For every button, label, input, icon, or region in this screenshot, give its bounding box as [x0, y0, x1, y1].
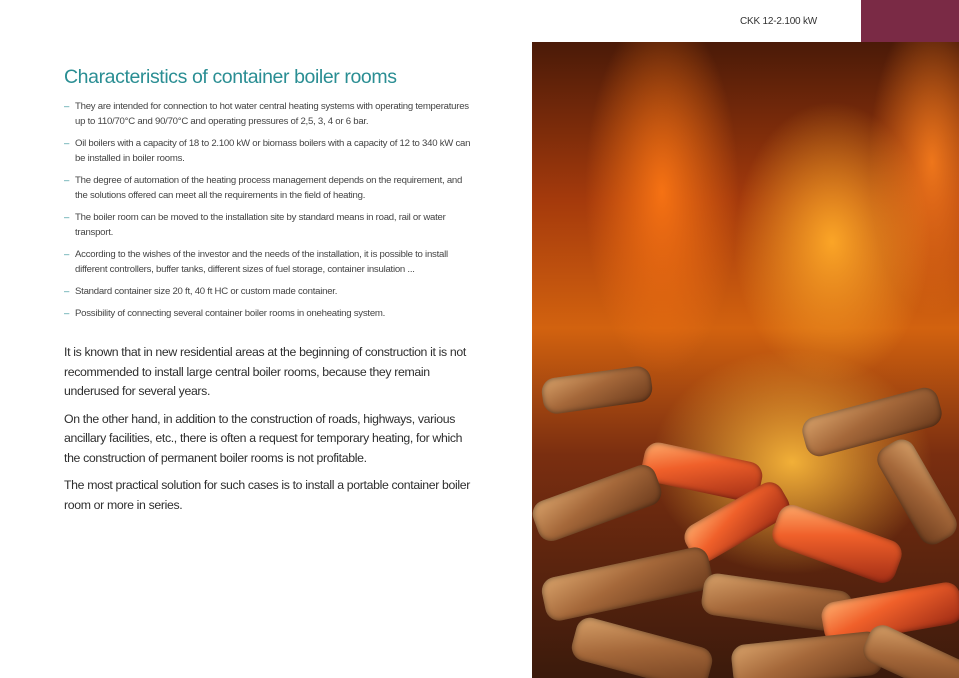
list-item: – Possibility of connecting several container boiler rooms in oneheating system. [64, 306, 474, 321]
accent-block [861, 0, 959, 42]
paragraph: It is known that in new residential areas at the beginning of construction it is not recommended to install large central boiler rooms, because they remain underused for several years. [64, 345, 466, 398]
model-code: CKK 12-2.100 kW [740, 16, 818, 27]
list-item: – The boiler room can be moved to the installation site by standard means in road, rail or water transport. [64, 210, 474, 240]
paragraph: The most practical solution for such cases is to install a portable container boiler room or more in series. [64, 478, 470, 512]
list-item: – They are intended for connection to hot water central heating systems with operating temperatures up to 110/70°C and 90/70°C and operating pressures of 2,5, 3, 4 or 6 bar. [64, 99, 474, 129]
characteristics-list [64, 99, 474, 321]
burning-pellets-photo [532, 42, 959, 678]
main-content [64, 66, 474, 523]
body-text [64, 343, 474, 515]
list-item: – Oil boilers with a capacity of 18 to 2.100 kW or biomass boilers with a capacity of 12 to 340 kW can be installed in boiler rooms. [64, 136, 474, 166]
list-item: – The degree of automation of the heating process management depends on the requirement, and the solutions offered can meet all the requirements in the field of heating. [64, 173, 474, 203]
list-item: – Standard container size 20 ft, 40 ft HC or custom made container. [64, 284, 474, 299]
paragraph: On the other hand, in addition to the construction of roads, highways, various ancillary facilities, etc., there is often a request for temporary heating, for which the construction of permanent boiler rooms is not profitable. [64, 411, 463, 465]
page-title: Characteristics of container boiler rooms [64, 66, 397, 88]
list-item: – According to the wishes of the investor and the needs of the installation, it is possible to install different controllers, buffer tanks, different sizes of fuel storage, container insulation ... [64, 247, 474, 277]
